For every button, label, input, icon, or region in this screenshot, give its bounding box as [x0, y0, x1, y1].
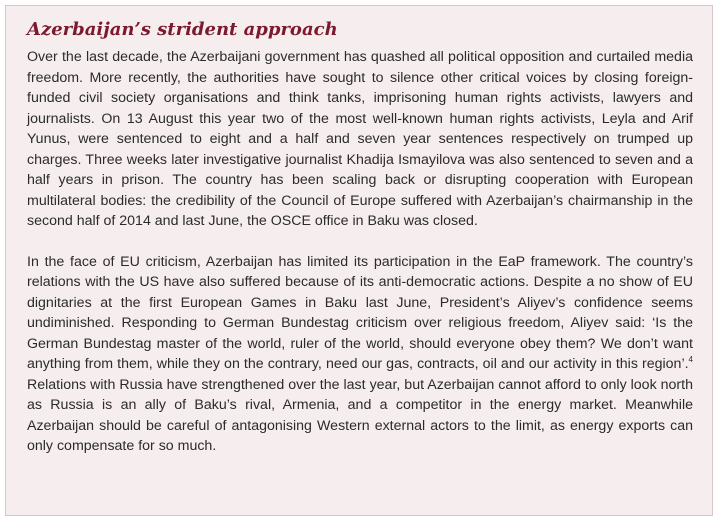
footnote-reference[interactable]: 4: [688, 355, 693, 364]
paragraph-2-text-a: In the face of EU criticism, Azerbaijan has limited its participation in the EaP framework. The country’s relations with the US have also suffered because of its anti-democratic actions. Despite a no show of EU dignitaries at the first European Games in Baku last June, President’s Aliyev’s confidence seems undiminished. Responding to German Bundestag criticism over religious freedom, Aliyev said: ‘Is the German Bundestag master of the world, ruler of the world, should everyone obey them? We don’t want anything from them, while they on the contrary, need our gas, contracts, oil and our activity in this region’.: [27, 253, 693, 372]
text-box: [5, 5, 713, 516]
paragraph-2-text-b: Relations with Russia have strengthened over the last year, but Azerbaijan cannot afford to only look north as Russia is an ally of Baku’s rival, Armenia, and a competitor in the energy market. Meanwhile Azerbaijan should be careful of antagonising Western external actors to the limit, as energy exports can only compensate for so much.: [27, 376, 693, 454]
paragraph-1: Over the last decade, the Azerbaijani government has quashed all political opposition and curtailed media freedom. More recently, the authorities have sought to silence other critical voices by closing foreign-funded civil society organisations and think tanks, imprisoning human rights activists, lawyers and journalists. On 13 August this year two of the most well-known human rights activists, Leyla and Arif Yunus, were sentenced to eight and a half and seven year sentences respectively on trumped up charges. Three weeks later investigative journalist Khadija Ismayilova was also sentenced to seven and a half years in prison. The country has been scaling back or disrupting cooperation with European multilateral bodies: the credibility of the Council of Europe suffered with Azerbaijan’s chairmanship in the second half of 2014 and last June, the OSCE office in Baku was closed.: [27, 49, 693, 229]
paragraph-2: [27, 252, 693, 457]
box-title: Azerbaijan’s strident approach: [27, 19, 338, 40]
